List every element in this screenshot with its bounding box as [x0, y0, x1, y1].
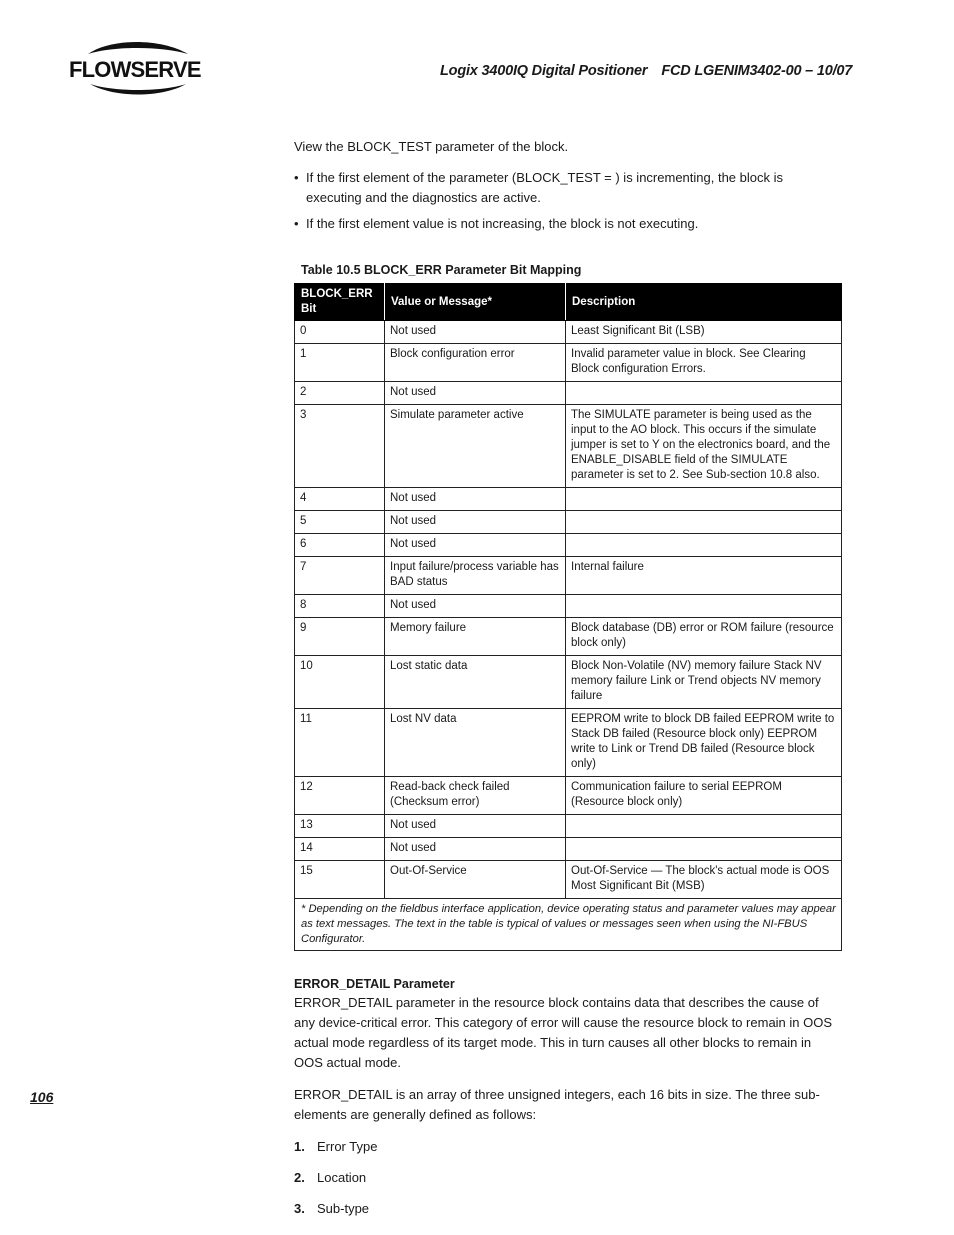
description-cell: Out-Of-Service — The block's actual mode is OOS Most Significant Bit (MSB) [566, 861, 842, 899]
table-row [295, 861, 842, 899]
list-item [294, 1199, 842, 1219]
table-row [295, 815, 842, 838]
bit-cell: 2 [295, 382, 385, 405]
bit-cell: 12 [295, 777, 385, 815]
value-cell: Lost static data [385, 656, 566, 709]
value-cell: Out-Of-Service [385, 861, 566, 899]
bit-cell: 1 [295, 344, 385, 382]
bit-cell: 9 [295, 618, 385, 656]
table-caption: Table 10.5 BLOCK_ERR Parameter Bit Mapping [301, 263, 582, 277]
page-content [294, 137, 842, 1230]
error-detail-paragraph: ERROR_DETAIL parameter in the resource block contains data that describes the cause of any device-critical error. This category of error will cause the resource block to remain in OOS actual mode regardless of its target mode. This in turn causes all other blocks to remain in OOS actual mode. [294, 995, 833, 1070]
list-text: Error Type [317, 1139, 378, 1154]
table-row [295, 344, 842, 382]
description-cell: Internal failure [566, 557, 842, 595]
bit-cell: 7 [295, 557, 385, 595]
value-cell: Not used [385, 488, 566, 511]
description-cell [566, 534, 842, 557]
value-cell: Not used [385, 321, 566, 344]
table-footnote: * Depending on the fieldbus interface application, device operating status and parameter values may appear as text messages. The text in the table is typical of values or messages seen when using the NI-FBUS Configurator. [295, 899, 842, 951]
list-number: 2. [294, 1170, 305, 1185]
bit-cell: 15 [295, 861, 385, 899]
header-cell: Value or Message* [385, 284, 566, 321]
list-item [294, 1137, 842, 1157]
intro-paragraph: View the BLOCK_TEST parameter of the block. [294, 139, 569, 154]
table-footnote-row [295, 899, 842, 951]
table-row [295, 557, 842, 595]
description-cell: EEPROM write to block DB failed EEPROM write to Stack DB failed (Resource block only) EEPROM write to Link or Trend DB failed (Resource block only) [566, 709, 842, 777]
bit-cell: 6 [295, 534, 385, 557]
bit-cell: 0 [295, 321, 385, 344]
description-cell: Communication failure to serial EEPROM (Resource block only) [566, 777, 842, 815]
section-title: ERROR_DETAIL Parameter [294, 977, 455, 991]
bit-cell: 13 [295, 815, 385, 838]
description-cell [566, 488, 842, 511]
value-cell: Not used [385, 595, 566, 618]
bit-cell: 14 [295, 838, 385, 861]
bit-cell: 10 [295, 656, 385, 709]
description-cell [566, 511, 842, 534]
bit-cell: 11 [295, 709, 385, 777]
value-cell: Block configuration error [385, 344, 566, 382]
description-cell: Least Significant Bit (LSB) [566, 321, 842, 344]
value-cell: Not used [385, 511, 566, 534]
bit-cell: 5 [295, 511, 385, 534]
list-text: Location [317, 1170, 367, 1185]
flowserve-logo [66, 40, 208, 96]
table-row [295, 777, 842, 815]
bullet-list [294, 168, 842, 234]
table-header-row [295, 284, 842, 321]
table-row [295, 618, 842, 656]
header-cell: BLOCK_ERR Bit [295, 284, 385, 321]
table-row [295, 709, 842, 777]
list-number: 1. [294, 1139, 305, 1154]
value-cell: Not used [385, 815, 566, 838]
value-cell: Input failure/process variable has BAD status [385, 557, 566, 595]
value-cell: Not used [385, 838, 566, 861]
list-number: 3. [294, 1201, 305, 1216]
description-cell: Block Non-Volatile (NV) memory failure Stack NV memory failure Link or Trend objects NV memory failure [566, 656, 842, 709]
header-cell: Description [566, 284, 842, 321]
bullet-item: • If the first element of the parameter (BLOCK_TEST = ) is incrementing, the block is executing and the diagnostics are active. [294, 168, 842, 208]
table-row [295, 656, 842, 709]
description-cell [566, 838, 842, 861]
table-row [295, 534, 842, 557]
bit-cell: 4 [295, 488, 385, 511]
description-cell: Invalid parameter value in block. See Clearing Block configuration Errors. [566, 344, 842, 382]
list-text: Sub-type [317, 1201, 370, 1216]
value-cell: Simulate parameter active [385, 405, 566, 488]
product-title: Logix 3400IQ Digital Positioner [440, 63, 648, 79]
description-cell [566, 382, 842, 405]
description-cell [566, 595, 842, 618]
doc-code: FCD LGENIM3402-00 – 10/07 [661, 63, 853, 79]
value-cell: Read-back check failed (Checksum error) [385, 777, 566, 815]
value-cell: Not used [385, 382, 566, 405]
bullet-item: • If the first element value is not increasing, the block is not executing. [294, 214, 842, 234]
svg-text:FLOWSERVE: FLOWSERVE [69, 57, 201, 82]
description-cell: The SIMULATE parameter is being used as the input to the AO block. This occurs if the simulate jumper is set to Y on the electronics board, and the ENABLE_DISABLE field of the SIMULATE parameter is set to 2. See Sub-section 10.8 also. [566, 405, 842, 488]
bit-cell: 3 [295, 405, 385, 488]
block-err-table [294, 283, 842, 951]
description-cell [566, 815, 842, 838]
table-row [295, 321, 842, 344]
bit-cell: 8 [295, 595, 385, 618]
table-row [295, 405, 842, 488]
table-row [295, 382, 842, 405]
numbered-list [294, 1137, 842, 1219]
table-row [295, 838, 842, 861]
description-cell: Block database (DB) error or ROM failure (resource block only) [566, 618, 842, 656]
table-row [295, 511, 842, 534]
error-detail-paragraph: ERROR_DETAIL is an array of three unsigned integers, each 16 bits in size. The three sub-elements are generally defined as follows: [294, 1087, 820, 1122]
document-header [440, 63, 853, 79]
list-item [294, 1168, 842, 1188]
value-cell: Lost NV data [385, 709, 566, 777]
value-cell: Memory failure [385, 618, 566, 656]
value-cell: Not used [385, 534, 566, 557]
page-number: 106 [30, 1089, 54, 1105]
table-row [295, 595, 842, 618]
table-row [295, 488, 842, 511]
